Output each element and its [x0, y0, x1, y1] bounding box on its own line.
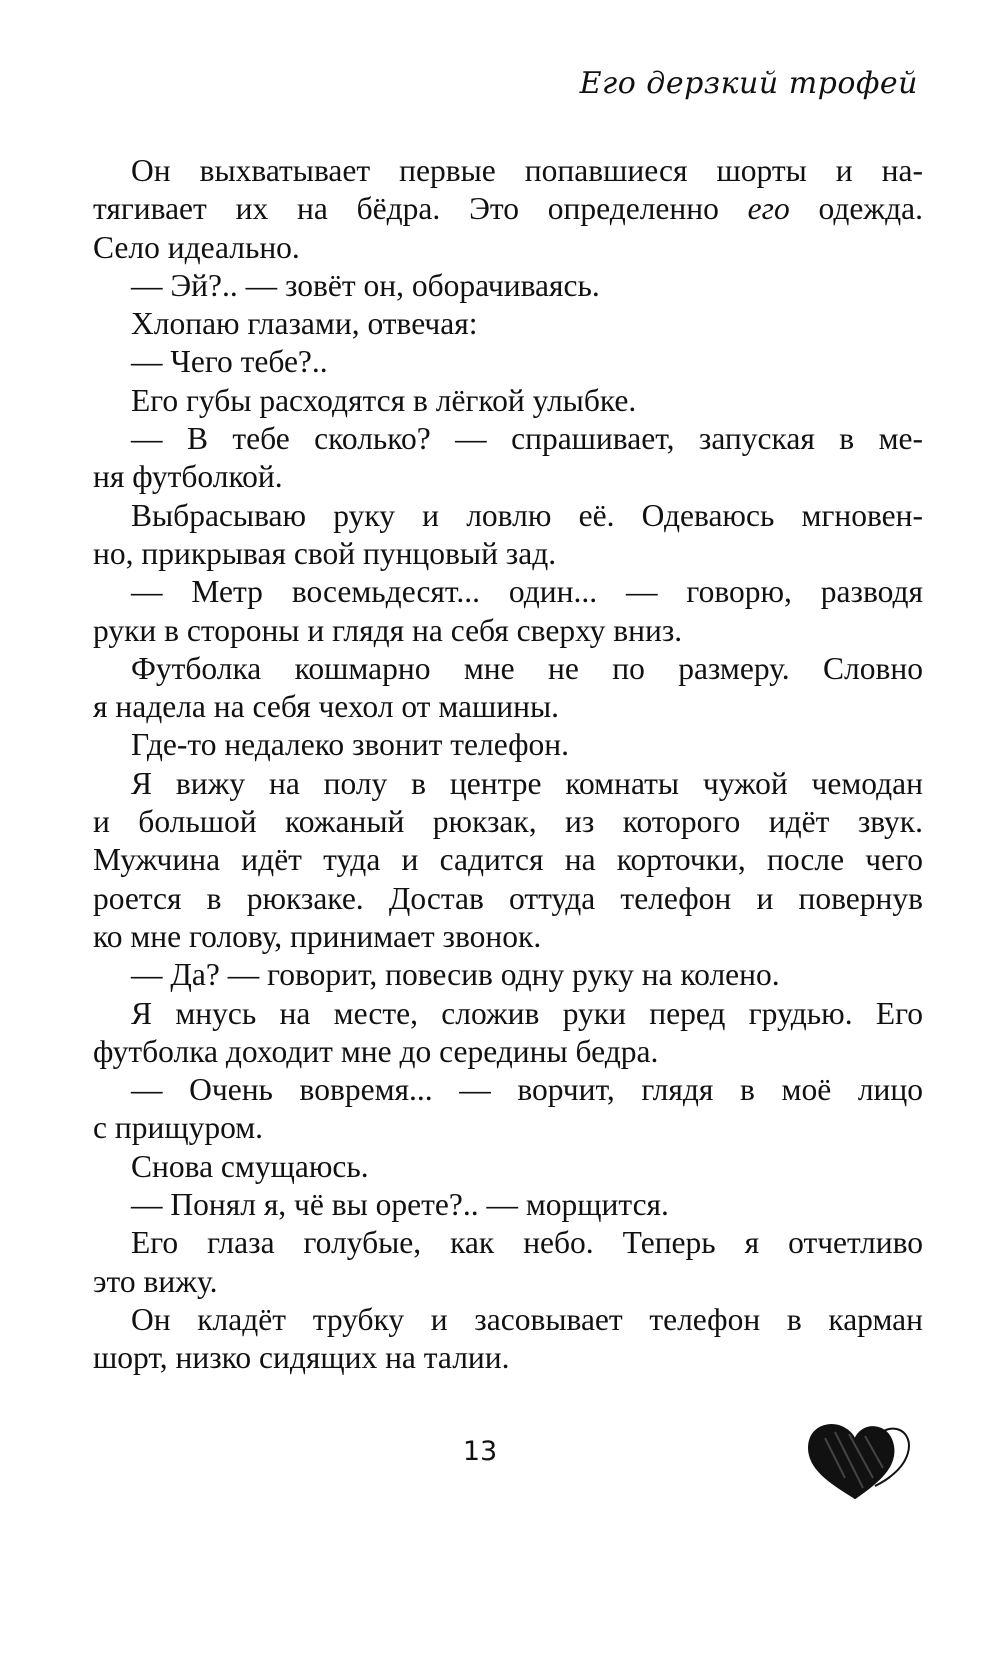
- text-span: тягивает их на бёдра. Это определенно: [93, 191, 748, 227]
- text-line: — В тебе сколько? — спрашивает, запуская в ме-: [131, 421, 923, 457]
- text-line: с прищуром.: [93, 1110, 264, 1146]
- text-line: но, прикрывая свой пунцовый зад.: [93, 535, 557, 571]
- text-line: Футболка кошмарно мне не по размеру. Словно: [131, 650, 923, 686]
- text-line: Он выхватывает первые попавшиеся шорты и на-: [131, 153, 923, 188]
- text-line: Выбрасываю руку и ловлю её. Одеваюсь мгновен-: [131, 497, 923, 533]
- text-line: это вижу.: [93, 1263, 218, 1299]
- page-number: 13: [462, 1436, 498, 1467]
- text-line: Мужчина идёт туда и садится на корточки, после чего: [93, 842, 923, 878]
- text-line: — Эй?.. — зовёт он, оборачиваясь.: [131, 267, 600, 303]
- text-line: [93, 190, 923, 228]
- text-span: одежда.: [789, 191, 923, 227]
- text-line: — Понял я, чё вы орете?.. — морщится.: [131, 1187, 669, 1223]
- text-line: руки в стороны и глядя на себя сверху вниз.: [93, 612, 683, 648]
- text-line: Снова смущаюсь.: [131, 1148, 369, 1184]
- body-text: [93, 152, 923, 1378]
- text-line: ня футболкой.: [93, 459, 283, 495]
- text-line: роется в рюкзаке. Достав оттуда телефон и повернув: [93, 880, 923, 916]
- text-line: я надела на себя чехол от машины.: [93, 689, 560, 725]
- text-line: Его глаза голубые, как небо. Теперь я отчетливо: [131, 1225, 923, 1261]
- text-line: Я мнусь на месте, сложив руки перед грудью. Его: [131, 995, 923, 1031]
- italic-word: его: [747, 191, 790, 227]
- text-line: — Очень вовремя... — ворчит, глядя в моё лицо: [131, 1072, 923, 1108]
- text-line: футболка доходит мне до середины бедра.: [93, 1033, 659, 1069]
- text-line: шорт, низко сидящих на талии.: [93, 1340, 510, 1376]
- text-line: Село идеально.: [93, 229, 300, 265]
- text-line: Он кладёт трубку и засовывает телефон в карман: [131, 1301, 923, 1337]
- text-line: Где-то недалеко звонит телефон.: [131, 727, 569, 763]
- running-header: Его дерзкий трофей: [579, 66, 918, 101]
- text-line: — Чего тебе?..: [131, 344, 328, 380]
- text-line: ко мне голову, принимает звонок.: [93, 918, 542, 954]
- text-line: — Да? — говорит, повесив одну руку на колено.: [131, 957, 780, 993]
- text-line: и большой кожаный рюкзак, из которого идёт звук.: [93, 804, 923, 840]
- text-line: Хлопаю глазами, отвечая:: [131, 306, 478, 342]
- text-line: Я вижу на полу в центре комнаты чужой чемодан: [131, 765, 923, 801]
- text-line: — Метр восемьдесят... один... — говорю, разводя: [131, 574, 923, 610]
- hearts-icon: [805, 1418, 923, 1502]
- text-line: Его губы расходятся в лёгкой улыбке.: [131, 382, 637, 418]
